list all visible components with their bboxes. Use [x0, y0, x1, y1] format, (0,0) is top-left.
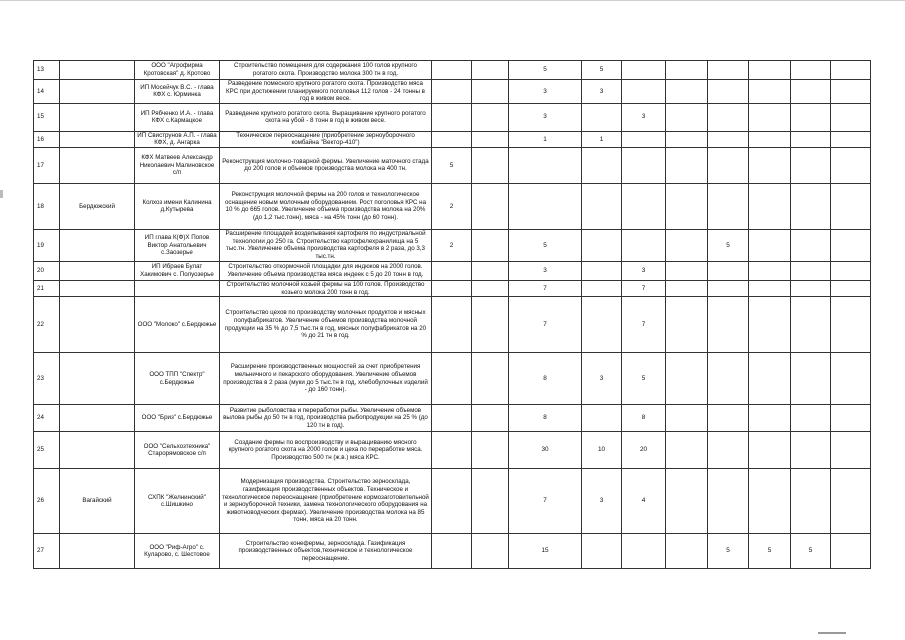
value-cell — [472, 183, 509, 229]
value-cell — [708, 261, 749, 280]
district-cell — [60, 261, 135, 280]
value-cell — [791, 147, 831, 183]
project-description-cell: Создание фермы по воспроизводству и выращиванию мясного крупного рогатого скота на 2000 голов и цеха по переработке мяса. Производство 500 тн (ж.в.) мяса КРС. — [220, 432, 432, 469]
row-number-cell: 26 — [34, 469, 60, 534]
investment-projects-table — [33, 60, 871, 569]
value-cell — [582, 183, 622, 229]
value-cell — [831, 61, 871, 80]
value-cell — [831, 183, 871, 229]
project-description-cell: Расширение площадей возделывания картофеля по индустриальной технологии до 250 га. Строительство картофелехранилища на 5 тыс.тн. Увеличение объема производства картофеля в 2 раза, до 3,3 тыс.тн. — [220, 229, 432, 261]
value-cell — [831, 261, 871, 280]
value-cell — [749, 80, 791, 104]
value-cell — [791, 103, 831, 131]
value-cell — [622, 61, 666, 80]
value-cell — [666, 131, 708, 147]
value-cell: 7 — [509, 280, 582, 296]
organization-cell: ИП Рябченко И.А. - глава КФХ с.Кармацкое — [135, 103, 220, 131]
value-cell — [432, 405, 472, 432]
value-cell: 30 — [509, 432, 582, 469]
value-cell — [472, 405, 509, 432]
value-cell: 7 — [509, 297, 582, 353]
value-cell — [582, 261, 622, 280]
organization-cell: СХПК "Желнинский" с.Шишкино — [135, 469, 220, 534]
value-cell — [432, 469, 472, 534]
value-cell — [582, 147, 622, 183]
scan-edge-mark — [0, 190, 3, 198]
district-cell: Вагайский — [60, 469, 135, 534]
project-description-cell: Разведение помесного крупного рогатого скота. Производство мяса КРС при достижении планируемого поголовья 112 голов - 24 тонны в год в живом весе. — [220, 80, 432, 104]
organization-cell: ООО "Бриз" с.Бердюжье — [135, 405, 220, 432]
value-cell — [791, 229, 831, 261]
value-cell — [432, 131, 472, 147]
district-cell: Бердюжский — [60, 183, 135, 229]
value-cell — [831, 534, 871, 569]
value-cell — [472, 147, 509, 183]
value-cell — [582, 280, 622, 296]
value-cell — [708, 405, 749, 432]
value-cell — [666, 405, 708, 432]
value-cell — [708, 353, 749, 405]
value-cell: 7 — [622, 297, 666, 353]
value-cell — [432, 61, 472, 80]
value-cell: 8 — [622, 405, 666, 432]
value-cell: 5 — [509, 61, 582, 80]
organization-cell: ООО "Сельхозтехника" Старорямовское с/п — [135, 432, 220, 469]
value-cell: 15 — [509, 534, 582, 569]
district-cell — [60, 229, 135, 261]
value-cell — [472, 280, 509, 296]
value-cell — [831, 297, 871, 353]
value-cell — [831, 469, 871, 534]
scan-corner-mark — [818, 632, 846, 634]
value-cell: 5 — [708, 534, 749, 569]
value-cell — [791, 80, 831, 104]
value-cell — [708, 131, 749, 147]
organization-cell: Колхоз имени Калинина д.Кутырева — [135, 183, 220, 229]
value-cell: 5 — [582, 61, 622, 80]
organization-cell: ИП глава К(Ф)Х Попов Виктор Анатольевич с.Заозерье — [135, 229, 220, 261]
value-cell: 7 — [509, 469, 582, 534]
value-cell — [432, 353, 472, 405]
value-cell: 3 — [509, 103, 582, 131]
project-description-cell: Строительство цехов по производству молочных продуктов и мясных полуфабрикатов. Увеличение объемов производства молочной продукции на 35 % до 7,5 тыс.тн в год, мясных полуфабрикатов на 20 % до 21 тн в год. — [220, 297, 432, 353]
value-cell — [749, 147, 791, 183]
value-cell — [791, 280, 831, 296]
table-row — [34, 261, 871, 280]
table-row — [34, 469, 871, 534]
value-cell — [791, 131, 831, 147]
row-number-cell: 13 — [34, 61, 60, 80]
value-cell — [472, 103, 509, 131]
value-cell — [472, 261, 509, 280]
value-cell — [582, 229, 622, 261]
value-cell — [666, 432, 708, 469]
value-cell — [708, 147, 749, 183]
project-description-cell: Разведение крупного рогатого скота. Выращивание крупного рогатого скота на убой - 8 тонн в год в живом весе. — [220, 103, 432, 131]
value-cell — [831, 80, 871, 104]
value-cell — [472, 131, 509, 147]
value-cell — [666, 229, 708, 261]
table-row — [34, 131, 871, 147]
organization-cell: ИП Ибраев Булат Хакимович с. Полуозерье — [135, 261, 220, 280]
value-cell: 1 — [582, 131, 622, 147]
value-cell: 3 — [622, 261, 666, 280]
value-cell — [791, 353, 831, 405]
value-cell — [509, 183, 582, 229]
value-cell — [666, 353, 708, 405]
district-cell — [60, 353, 135, 405]
value-cell — [622, 80, 666, 104]
value-cell — [831, 229, 871, 261]
value-cell — [749, 61, 791, 80]
table-row — [34, 61, 871, 80]
table-row — [34, 147, 871, 183]
project-description-cell: Реконструкция молочно-товарной фермы. Увеличение маточного стада до 200 голов и объемов производства молока на 400 тн. — [220, 147, 432, 183]
value-cell — [791, 61, 831, 80]
district-cell — [60, 432, 135, 469]
value-cell: 20 — [622, 432, 666, 469]
value-cell — [749, 353, 791, 405]
value-cell — [708, 297, 749, 353]
project-description-cell: Реконструкция молочной фермы на 200 голов и технологическое оснащение новым молочным оборудованием. Рост поголовья КРС на 10 % до 665 голов. Увеличение объема производства молока на 20% (до 1,2 тыс.тонн), мяса - на 45% тонн (до 60 тонн). — [220, 183, 432, 229]
page-top-edge — [0, 0, 905, 1]
value-cell — [708, 61, 749, 80]
value-cell — [749, 432, 791, 469]
project-description-cell: Техническое переоснащение (приобретение зерноуборочного комбайна "Вектор-410") — [220, 131, 432, 147]
value-cell — [472, 297, 509, 353]
value-cell — [666, 469, 708, 534]
value-cell: 5 — [622, 353, 666, 405]
project-description-cell: Развитие рыболовства и переработки рыбы. Увеличение объемов вылова рыбы до 50 тн в год, производства рыбопродукции на 25 % (до 120 тн в год). — [220, 405, 432, 432]
district-cell — [60, 405, 135, 432]
value-cell: 1 — [509, 131, 582, 147]
row-number-cell: 16 — [34, 131, 60, 147]
row-number-cell: 20 — [34, 261, 60, 280]
value-cell — [432, 534, 472, 569]
value-cell — [831, 353, 871, 405]
row-number-cell: 19 — [34, 229, 60, 261]
value-cell — [622, 229, 666, 261]
value-cell: 7 — [622, 280, 666, 296]
project-description-cell: Строительство конефермы, зерносклада. Газификация производственных объектов,техническое и технологическое переоснащение. — [220, 534, 432, 569]
organization-cell: ООО ТПП "Спектр" с.Бердюжье — [135, 353, 220, 405]
value-cell — [472, 80, 509, 104]
row-number-cell: 17 — [34, 147, 60, 183]
value-cell — [432, 432, 472, 469]
value-cell: 5 — [791, 534, 831, 569]
value-cell: 2 — [432, 229, 472, 261]
organization-cell: ИП Свиструнов А.П. - глава КФХ, д. Ангарка — [135, 131, 220, 147]
value-cell — [666, 61, 708, 80]
value-cell: 3 — [509, 261, 582, 280]
row-number-cell: 18 — [34, 183, 60, 229]
value-cell — [472, 432, 509, 469]
district-cell — [60, 280, 135, 296]
value-cell — [749, 469, 791, 534]
table-row — [34, 280, 871, 296]
value-cell — [622, 534, 666, 569]
table-row — [34, 353, 871, 405]
row-number-cell: 25 — [34, 432, 60, 469]
value-cell: 3 — [509, 80, 582, 104]
value-cell — [791, 183, 831, 229]
row-number-cell: 22 — [34, 297, 60, 353]
value-cell — [791, 469, 831, 534]
value-cell: 8 — [509, 405, 582, 432]
value-cell: 3 — [582, 469, 622, 534]
value-cell — [831, 147, 871, 183]
value-cell — [622, 131, 666, 147]
value-cell — [708, 432, 749, 469]
value-cell — [749, 183, 791, 229]
value-cell — [708, 280, 749, 296]
value-cell — [749, 131, 791, 147]
value-cell — [666, 534, 708, 569]
value-cell — [472, 353, 509, 405]
value-cell — [582, 103, 622, 131]
value-cell — [666, 280, 708, 296]
value-cell: 5 — [708, 229, 749, 261]
value-cell — [666, 103, 708, 131]
value-cell: 2 — [432, 183, 472, 229]
value-cell — [831, 131, 871, 147]
project-description-cell: Строительство молочной козьей фермы на 100 голов. Производство козьего молока 200 тонн в год. — [220, 280, 432, 296]
value-cell — [666, 297, 708, 353]
value-cell — [472, 534, 509, 569]
value-cell — [749, 405, 791, 432]
value-cell: 5 — [432, 147, 472, 183]
value-cell — [708, 469, 749, 534]
value-cell — [472, 229, 509, 261]
table-row — [34, 405, 871, 432]
value-cell — [432, 280, 472, 296]
value-cell — [831, 103, 871, 131]
value-cell — [666, 147, 708, 183]
value-cell — [432, 261, 472, 280]
district-cell — [60, 147, 135, 183]
project-description-cell: Строительство откормочной площадки для индюков на 2000 голов. Увеличение объема производства мяса индеек с 5 до 20 тонн в год. — [220, 261, 432, 280]
value-cell: 8 — [509, 353, 582, 405]
project-description-cell: Расширение производственных мощностей за счет приобретения мельничного и пекарского оборудования. Увеличение объемов производства в 2 раза (муки до 5 тыс.тн в год, хлебобулочных изделий - до 160 тонн). — [220, 353, 432, 405]
row-number-cell: 27 — [34, 534, 60, 569]
value-cell — [749, 229, 791, 261]
row-number-cell: 21 — [34, 280, 60, 296]
value-cell — [509, 147, 582, 183]
value-cell — [749, 297, 791, 353]
value-cell — [582, 534, 622, 569]
value-cell — [708, 80, 749, 104]
district-cell — [60, 61, 135, 80]
value-cell — [831, 405, 871, 432]
value-cell — [749, 103, 791, 131]
table-row — [34, 183, 871, 229]
organization-cell: ООО "Молоко" с.Бердюжье — [135, 297, 220, 353]
value-cell: 5 — [509, 229, 582, 261]
value-cell — [622, 183, 666, 229]
table-row — [34, 432, 871, 469]
value-cell — [791, 405, 831, 432]
value-cell — [472, 61, 509, 80]
value-cell — [791, 297, 831, 353]
value-cell — [666, 183, 708, 229]
project-description-cell: Модернизация производства. Строительство зерносклада, газификация производственных объектов. Техническое и технологическое переоснащение (приобретение кормозаготовительной и зерноуборочной техники, замена технологического оборудования на животноводческих фермах). Увеличение производства молока на 85 тонн, мяса на 20 тонн. — [220, 469, 432, 534]
value-cell — [472, 469, 509, 534]
table-row — [34, 534, 871, 569]
organization-cell: ООО "Агрофирма Кротовская" д. Кротово — [135, 61, 220, 80]
row-number-cell: 24 — [34, 405, 60, 432]
value-cell — [831, 280, 871, 296]
value-cell — [749, 280, 791, 296]
value-cell — [791, 432, 831, 469]
value-cell — [432, 80, 472, 104]
table-row — [34, 80, 871, 104]
value-cell: 3 — [582, 80, 622, 104]
value-cell — [708, 103, 749, 131]
district-cell — [60, 80, 135, 104]
value-cell — [666, 261, 708, 280]
value-cell — [582, 297, 622, 353]
value-cell — [432, 103, 472, 131]
table-row — [34, 103, 871, 131]
organization-cell: ООО "Риф-Агро" с. Куларово, с. Шестовое — [135, 534, 220, 569]
district-cell — [60, 534, 135, 569]
value-cell — [791, 261, 831, 280]
organization-cell — [135, 280, 220, 296]
organization-cell: ИП Мосейчук В.С. - глава КФХ с. Юрминка — [135, 80, 220, 104]
value-cell — [666, 80, 708, 104]
value-cell: 3 — [582, 353, 622, 405]
value-cell — [708, 183, 749, 229]
district-cell — [60, 131, 135, 147]
organization-cell: КФХ Матвеев Александр Николаевич Малиновское с/п — [135, 147, 220, 183]
table-row — [34, 297, 871, 353]
value-cell — [749, 261, 791, 280]
district-cell — [60, 297, 135, 353]
row-number-cell: 15 — [34, 103, 60, 131]
value-cell — [582, 405, 622, 432]
value-cell — [432, 297, 472, 353]
value-cell: 4 — [622, 469, 666, 534]
value-cell: 3 — [622, 103, 666, 131]
project-description-cell: Строительство помещения для содержания 100 голов крупного рогатого скота. Производство молока 300 тн в год. — [220, 61, 432, 80]
value-cell: 10 — [582, 432, 622, 469]
value-cell — [831, 432, 871, 469]
row-number-cell: 14 — [34, 80, 60, 104]
value-cell: 5 — [749, 534, 791, 569]
district-cell — [60, 103, 135, 131]
value-cell — [622, 147, 666, 183]
table-row — [34, 229, 871, 261]
row-number-cell: 23 — [34, 353, 60, 405]
